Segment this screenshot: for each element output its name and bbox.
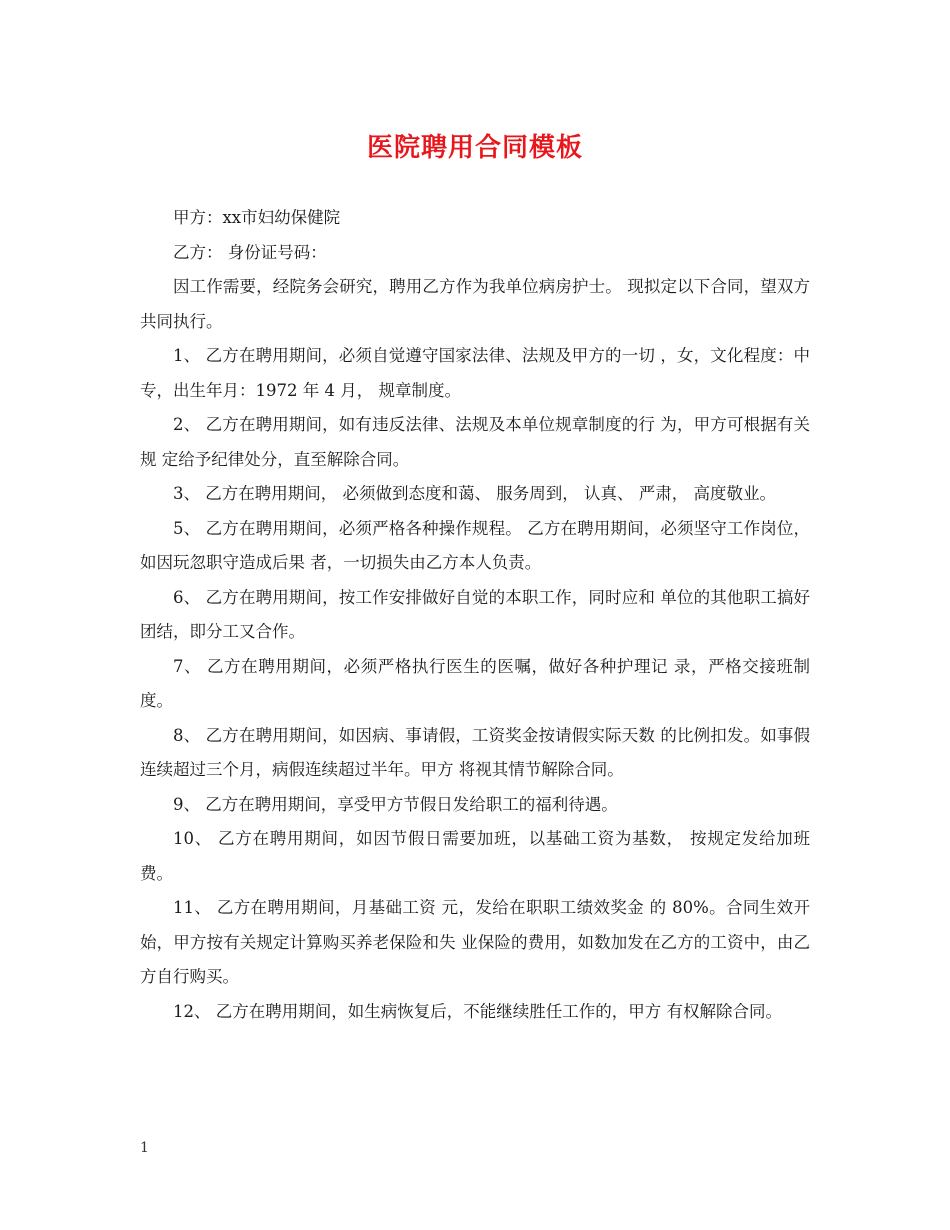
party-a-line: 甲方：xx市妇幼保健院 xyxy=(173,208,341,227)
clause-5: 5、 乙方在聘用期间，必须严格各种操作规程。 乙方在聘用期间，必须坚守工作岗位，如因玩忽职守造成后果 者，一切损失由乙方本人负责。 xyxy=(140,518,810,572)
intro-paragraph: 因工作需要，经院务会研究，聘用乙方作为我单位病房护士。 现拟定以下合同，望双方共同执行。 xyxy=(140,277,810,331)
clause-3: 3、 乙方在聘用期间， 必须做到态度和蔼、 服务周到， 认真、 严肃， 高度敬业。 xyxy=(173,484,776,503)
page-number: 1 xyxy=(140,1140,149,1156)
clause-10: 10、 乙方在聘用期间，如因节假日需要加班，以基础工资为基数， 按规定发给加班费。 xyxy=(140,829,810,883)
clause-12: 12、 乙方在聘用期间，如生病恢复后，不能继续胜任工作的，甲方 有权解除合同。 xyxy=(173,1001,782,1021)
party-b-line: 乙方： 身份证号码： xyxy=(173,242,327,262)
clause-11: 11、 乙方在聘用期间，月基础工资 元，发给在职职工绩效奖金 的 80%。合同生效开始，甲方按有关规定计算购买养老保险和失 业保险的费用，如数加发在乙方的工资中，由乙方自行购买。 xyxy=(140,898,810,986)
clause-9: 9、 乙方在聘用期间，享受甲方节假日发给职工的福利待遇。 xyxy=(173,794,618,814)
document-body xyxy=(140,201,810,1029)
clause-6: 6、 乙方在聘用期间，按工作安排做好自觉的本职工作，同时应和 单位的其他职工搞好团结，即分工又合作。 xyxy=(140,587,810,641)
clause-2: 2、 乙方在聘用期间，如有违反法律、法规及本单位规章制度的行 为，甲方可根据有关规 定给予纪律处分，直至解除合同。 xyxy=(140,415,810,469)
clause-7: 7、 乙方在聘用期间，必须严格执行医生的医嘱，做好各种护理记 录，严格交接班制度。 xyxy=(140,656,810,710)
document-title: 医院聘用合同模板 xyxy=(366,133,583,163)
clause-1: 1、 乙方在聘用期间，必须自觉遵守国家法律、法规及甲方的一切 ，女，文化程度：中专，出生年月：1972 年 4 月， 规章制度。 xyxy=(140,346,810,400)
clause-8: 8、 乙方在聘用期间，如因病、事请假，工资奖金按请假实际天数 的比例扣发。如事假连续超过三个月，病假连续超过半年。甲方 将视其情节解除合同。 xyxy=(140,725,810,779)
